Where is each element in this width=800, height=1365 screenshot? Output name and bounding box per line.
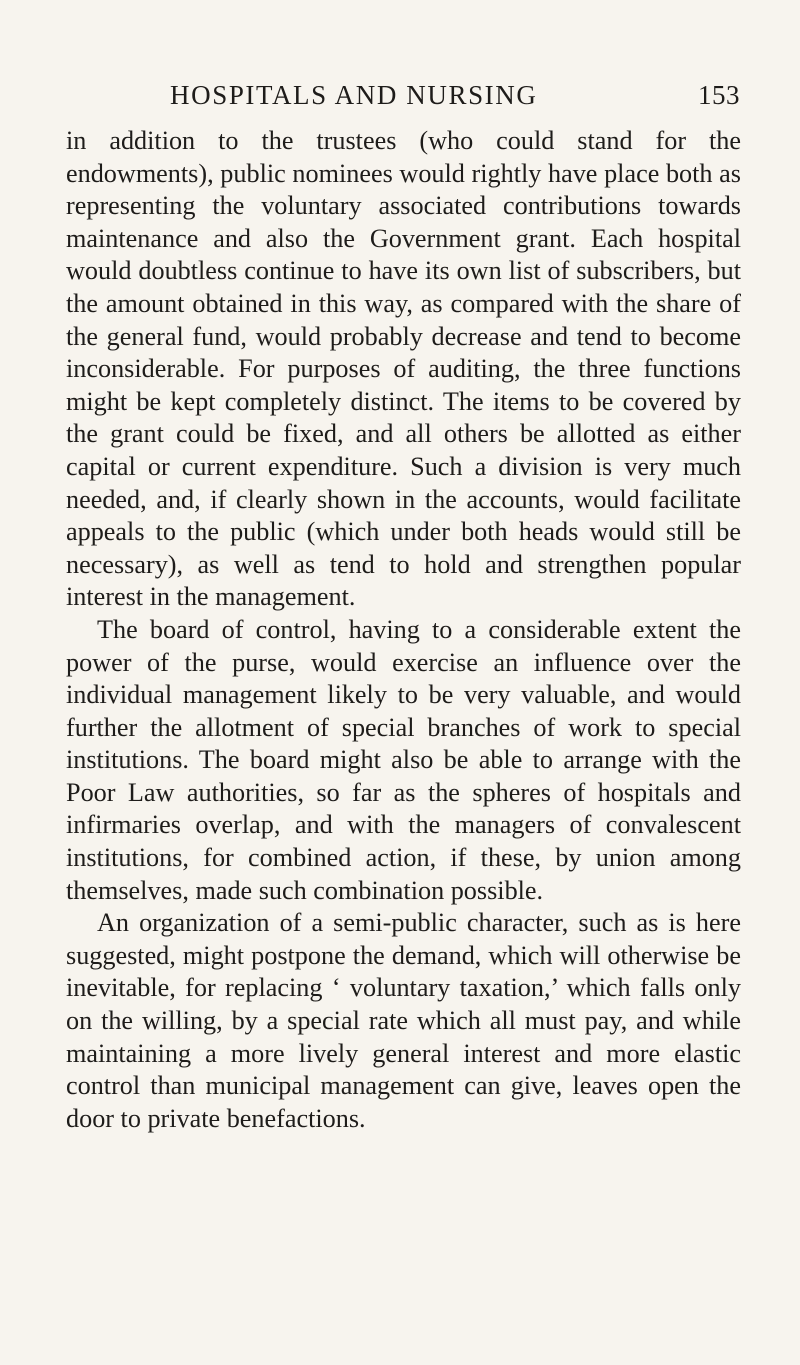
page-number: 153 — [698, 80, 740, 110]
paragraph-board-of-control: The board of control, having to a considerable extent the power of the purse, would exercise an influence over the individual management likely to be very valuable, and would further the allotment of special branches of work to special institutions. The board might also be able to arrange with the Poor Law authorities, so far as the spheres of hospitals and infirmaries overlap, and with the managers of convalescent institutions, for combined action, if these, by union among themselves, made such combination possible. — [66, 614, 741, 905]
paragraph-continued: in addition to the trustees (who could stand for the endowments), public nominees would rightly have place both as representing the voluntary associated contributions towards maintenance and also the Government grant. Each hospital would doubtless continue to have its own list of subscribers, but the amount obtained in this way, as compared with the share of the general fund, would probably decrease and tend to become inconsiderable. For purposes of auditing, the three functions might be kept completely distinct. The items to be covered by the grant could be fixed, and all others be allotted as either capital or current expenditure. Such a division is very much needed, and, if clearly shown in the accounts, would facilitate appeals to the public (which under both heads would still be necessary), as well as tend to hold and strengthen popular interest in the management. — [66, 126, 741, 612]
running-head-title: HOSPITALS AND NURSING — [170, 80, 538, 110]
paragraph-organization: An organization of a semi-public character, such as is here suggested, might postpone the demand, which will otherwise be inevitable, for replacing ‘ voluntary taxation,’ which falls only on the willing, by a special rate which all must pay, and while maintaining a more lively general interest and more elastic control than municipal management can give, leaves open the door to private benefactions. — [66, 908, 741, 1133]
body-text — [66, 125, 741, 1135]
running-head — [170, 80, 740, 111]
